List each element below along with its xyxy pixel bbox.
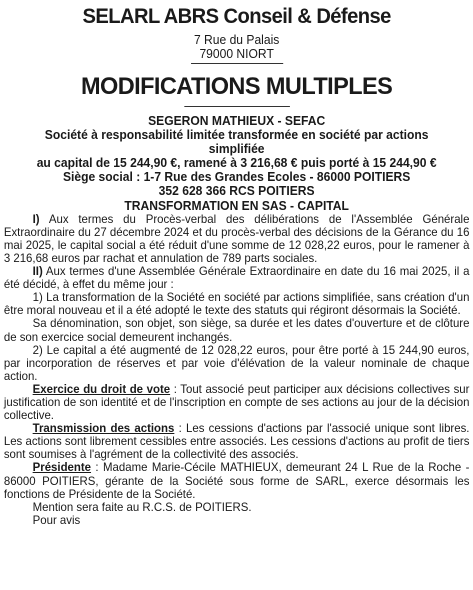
- company-name: SEGERON MATHIEUX - SEFAC: [148, 114, 326, 128]
- company-capital: au capital de 15 244,90 €, ramené à 3 216,68 € puis porté à 15 244,90 €: [36, 156, 437, 171]
- company-siege: Siège social : 1-7 Rue des Grandes Ecoles - 86000 POITIERS: [62, 170, 411, 185]
- paragraph-6-label: Exercice du droit de vote: [32, 381, 171, 396]
- firm-address-line2: 79000 NIORT: [199, 47, 274, 61]
- divider: [191, 63, 283, 64]
- paragraph-8-label: Présidente: [32, 460, 92, 475]
- paragraph-1-marker: I): [32, 211, 40, 226]
- divider: [184, 106, 290, 107]
- paragraph-7-text: : Les cessions d'actions par l'associé unique sont libres. Les actions sont librement cessibles entre associés. Les cessions d'actions au profit de tiers sont soumises à l'agrément de la collectivité des associés.: [3, 421, 470, 462]
- paragraph-6-text: : Tout associé peut participer aux décisions collectives sur justification de son identité et de l'inscription en compte de ses actions au jour de la décision collective.: [3, 381, 470, 423]
- paragraph-9: Mention sera faite au R.C.S. de POITIERS.: [32, 499, 252, 514]
- paragraph-1: [4, 213, 470, 265]
- notice-title: MODIFICATIONS MULTIPLES: [81, 73, 393, 100]
- paragraph-3: 1) La transformation de la Société en société par actions simplifiée, sans création d'un être moral nouveau et il a été adopté le texte des statuts qui régiront désormais la Société.: [3, 290, 470, 318]
- paragraph-8: [4, 461, 470, 500]
- paragraph-2-marker: II): [32, 264, 43, 279]
- paragraph-2-text: Aux termes d'une Assemblée Générale Extraordinaire en date du 16 mai 2025, il a été décidé, à effet du même jour :: [3, 264, 470, 292]
- paragraph-5: 2) Le capital a été augmenté de 12 028,22 euros, pour être porté à 15 244,90 euros, par incorporation de réserves et par voie d'élévation de la valeur nominale de chaque action.: [3, 342, 470, 383]
- company-form-line1: Société à responsabilité limitée transformée en société par actions: [44, 128, 429, 143]
- firm-name: SELARL ABRS Conseil & Défense: [82, 5, 391, 28]
- notice-body: [4, 213, 470, 527]
- paragraph-2: [4, 265, 470, 291]
- paragraph-7-label: Transmission des actions: [32, 421, 175, 436]
- paragraph-4: Sa dénomination, son objet, son siège, sa durée et les dates d'ouverture et de clôture de son exercice social demeurent inchangés.: [3, 316, 470, 344]
- company-transformation: TRANSFORMATION EN SAS - CAPITAL: [124, 198, 349, 213]
- paragraph-8-text: : Madame Marie-Cécile MATHIEUX, demeurant 24 L Rue de la Roche - 86000 POITIERS, gérante de la Société sous forme de SARL, exerce désormais les fonctions de Présidente de la Société.: [3, 460, 470, 501]
- paragraph-6: [4, 383, 470, 422]
- company-rcs: 352 628 366 RCS POITIERS: [158, 184, 315, 199]
- paragraph-1-text: Aux termes du Procès-verbal des délibérations de l'Assemblée Générale Extraordinaire du 27 décembre 2024 et du procès-verbal des décisions de la Gérance du 16 mai 2025, le capital social a été réduit d'une somme de 12 028,22 euros, pour le ramener à 3 216,68 euros par rachat et annulation de 789 parts sociales.: [3, 211, 470, 265]
- firm-address-line1: 7 Rue du Palais: [193, 33, 280, 47]
- paragraph-7: [4, 422, 470, 461]
- paragraph-10: Pour avis: [32, 512, 81, 527]
- company-form-line2: simplifiée: [208, 142, 265, 157]
